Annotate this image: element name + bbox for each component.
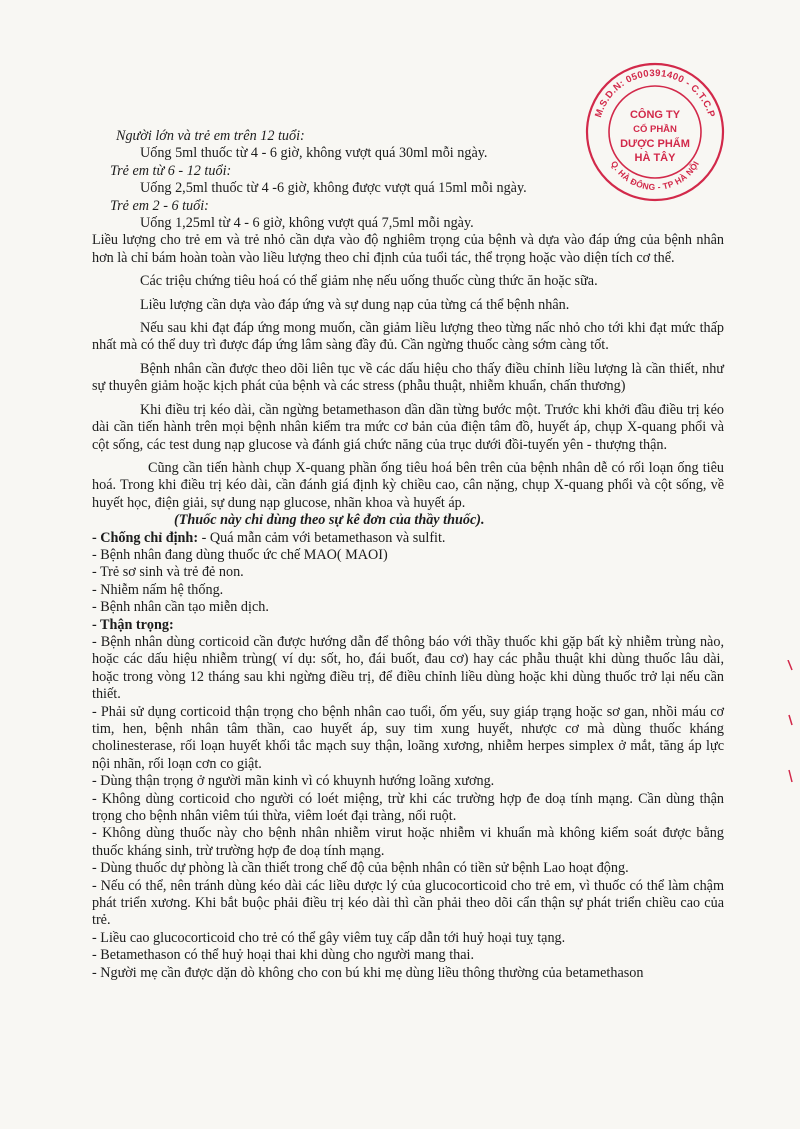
stamp-line-hatay: HÀ TÂY — [634, 152, 676, 164]
paragraph-long-term: Khi điều trị kéo dài, cần ngừng betamethason dần dần từng bước một. Trước khi khởi đầu điều trị kéo dài cần tiến hành trên mọi bệnh nhân kiểm tra mức cơ bản của điện tâm đồ, huyết áp, chụp X-quang phổi và cột sống, các test dung nạp glucose và đánh giá chức năng của trục dưới đồi-tuyến yên - thượng thận. — [92, 401, 724, 453]
red-margin-mark — [786, 660, 794, 810]
caution-item: - Không dùng thuốc này cho bệnh nhân nhiễm virut hoặc nhiễm vi khuẩn mà không kiểm soát được bằng thuốc kháng sinh, trừ trường hợp đe doạ tính mạng. — [92, 825, 724, 859]
contraindication-item: - Trẻ sơ sinh và trẻ đẻ non. — [92, 564, 244, 581]
paragraph-digestive: Các triệu chứng tiêu hoá có thể giảm nhẹ nếu uống thuốc cùng thức ăn hoặc sữa. — [140, 273, 598, 290]
contraindications-heading: - Chống chỉ định: — [92, 529, 199, 546]
caution-item: - Nếu có thể, nên tránh dùng kéo dài các liều dược lý của glucocorticoid cho trẻ em, vì thuốc có thể làm chậm phát triển xương. Khi bắt buộc phải điều trị kéo dài thì cần phải theo dõi cẩn thận sự phát triển chiều cao của trẻ. — [92, 877, 724, 929]
stamp-line-joint-stock: CỔ PHẦN — [633, 124, 677, 135]
caution-item: - Liều cao glucocorticoid cho trẻ có thể gây viêm tuỵ cấp dẫn tới huỷ hoại tuỵ tạng. — [92, 929, 566, 946]
contraindication-item: - Bệnh nhân cần tạo miễn dịch. — [92, 599, 269, 616]
caution-item: - Betamethason có thể huỷ hoại thai khi dùng cho người mang thai. — [92, 947, 475, 964]
prescription-note: (Thuốc này chỉ dùng theo sự kê đơn của thầy thuốc). — [174, 512, 485, 529]
stamp-ring-text: M.S.D.N: 0500391400 - C.T.C.P — [593, 67, 717, 120]
dosage-adult-text: Uống 5ml thuốc từ 4 - 6 giờ, không vượt quá 30ml mỗi ngày. — [140, 145, 488, 162]
caution-item: - Dùng thuốc dự phòng là cần thiết trong chế độ của bệnh nhân có tiền sử bệnh Lao hoạt động. — [92, 860, 629, 877]
caution-item: - Không dùng corticoid cho người có loét miệng, trừ khi các trường hợp đe doạ tính mạng. Cần dùng thận trọng cho bệnh nhân viêm túi thừa, viêm loét đại tràng, nối ruột. — [92, 790, 724, 825]
caution-heading: - Thận trọng: — [92, 616, 174, 633]
paragraph-monitoring: Bệnh nhân cần được theo dõi liên tục về các dấu hiệu cho thấy điều chỉnh liều lượng là cần thiết, như sự thuyên giảm hoặc kịch phát của bệnh và các stress (phẫu thuật, nhiễm khuẩn, chấn thương) — [92, 360, 724, 395]
paragraph-response: Liều lượng cần dựa vào đáp ứng và sự dung nạp của từng cá thể bệnh nhân. — [140, 296, 570, 313]
paragraph-dose-reduction: Nếu sau khi đạt đáp ứng mong muốn, cần giảm liều lượng theo từng nấc nhỏ cho tới khi đạt mức thấp nhất mà có thể duy trì được đáp ứng lâm sàng đầy đủ. Cần ngừng thuốc càng sớm càng tốt. — [92, 320, 724, 354]
contraindication-item: - Bệnh nhân đang dùng thuốc ức chế MAO( MAOI) — [92, 546, 388, 563]
caution-item: - Phải sử dụng corticoid thận trọng cho bệnh nhân cao tuổi, ốm yếu, suy giáp trạng hoặc sơ gan, nhồi máu cơ tim, hen, bệnh nhân tâm thần, cao huyết áp, suy tim xung huyết, nhược cơ mà dùng thuốc kháng cholinesterase, rối loạn huyết khối tắc mạch suy thận, loãng xương, nhiễm herpes simplex ở mắt, tăng áp lực nội nhãn, rối loạn cơn co giật. — [92, 703, 724, 772]
stamp-bottom-text: Q. HÀ ĐÔNG - TP HÀ NỘI — [608, 159, 702, 193]
caution-item: - Bệnh nhân dùng corticoid cần được hướng dẫn để thông báo với thầy thuốc khi gặp bất kỳ nhiễm trùng nào, hoặc các dấu hiệu nhiễm trùng( ví dụ: sốt, ho, đái buốt, đau cơ) hay các phẫu thuật khi dùng thuốc lâu dài, hoặc trong vòng 12 tháng sau khi ngừng điều trị, để điều chỉnh liều dùng hoặc khi dùng thuốc trở lại nếu cần thiết. — [92, 633, 724, 703]
contraindications-line — [92, 530, 724, 547]
stamp-line-pharma: DƯỢC PHẨM — [620, 138, 690, 150]
dosage-child-2-6-text: Uống 1,25ml từ 4 - 6 giờ, không vượt quá 7,5ml mỗi ngày. — [140, 215, 474, 232]
contraindication-item: - Nhiễm nấm hệ thống. — [92, 581, 224, 598]
document-body — [92, 128, 724, 982]
stamp-line-company: CÔNG TY — [629, 109, 681, 121]
dosage-child-2-6-heading: Trẻ em 2 - 6 tuổi: — [110, 197, 209, 214]
paragraph-xray: Cũng cần tiến hành chụp X-quang phần ống tiêu hoá bên trên của bệnh nhân dễ có rối loạn ống tiêu hoá. Trong khi điều trị kéo dài, cần đánh giá định kỳ chiều cao, cân nặng, chụp X-quang phổi và cột sống, về huyết học, điện giải, sự dung nạp glucose, nhãn khoa và huyết áp. — [92, 459, 724, 511]
dosage-child-6-12-heading: Trẻ em từ 6 - 12 tuổi: — [110, 162, 232, 179]
contraindication-first: - Quá mẫn cảm với betamethason và sulfit. — [198, 529, 446, 546]
caution-item: - Dùng thận trọng ở người mãn kinh vì có khuynh hướng loãng xương. — [92, 773, 495, 790]
caution-item: - Người mẹ cần được dặn dò không cho con bú khi mẹ dùng liều thông thường của betamethason — [92, 964, 644, 981]
paragraph-dosage-basis: Liều lượng cho trẻ em và trẻ nhỏ cần dựa vào độ nghiêm trọng của bệnh và dựa vào đáp ứng của bệnh nhân hơn là chỉ bám hoàn toàn vào liều lượng theo chỉ định của tuổi tác, thể trọng hoặc vào diện tích cơ thể. — [92, 232, 724, 266]
dosage-adult-heading: Người lớn và trẻ em trên 12 tuổi: — [116, 128, 305, 144]
dosage-child-6-12-text: Uống 2,5ml thuốc từ 4 -6 giờ, không được vượt quá 15ml mỗi ngày. — [140, 180, 527, 197]
